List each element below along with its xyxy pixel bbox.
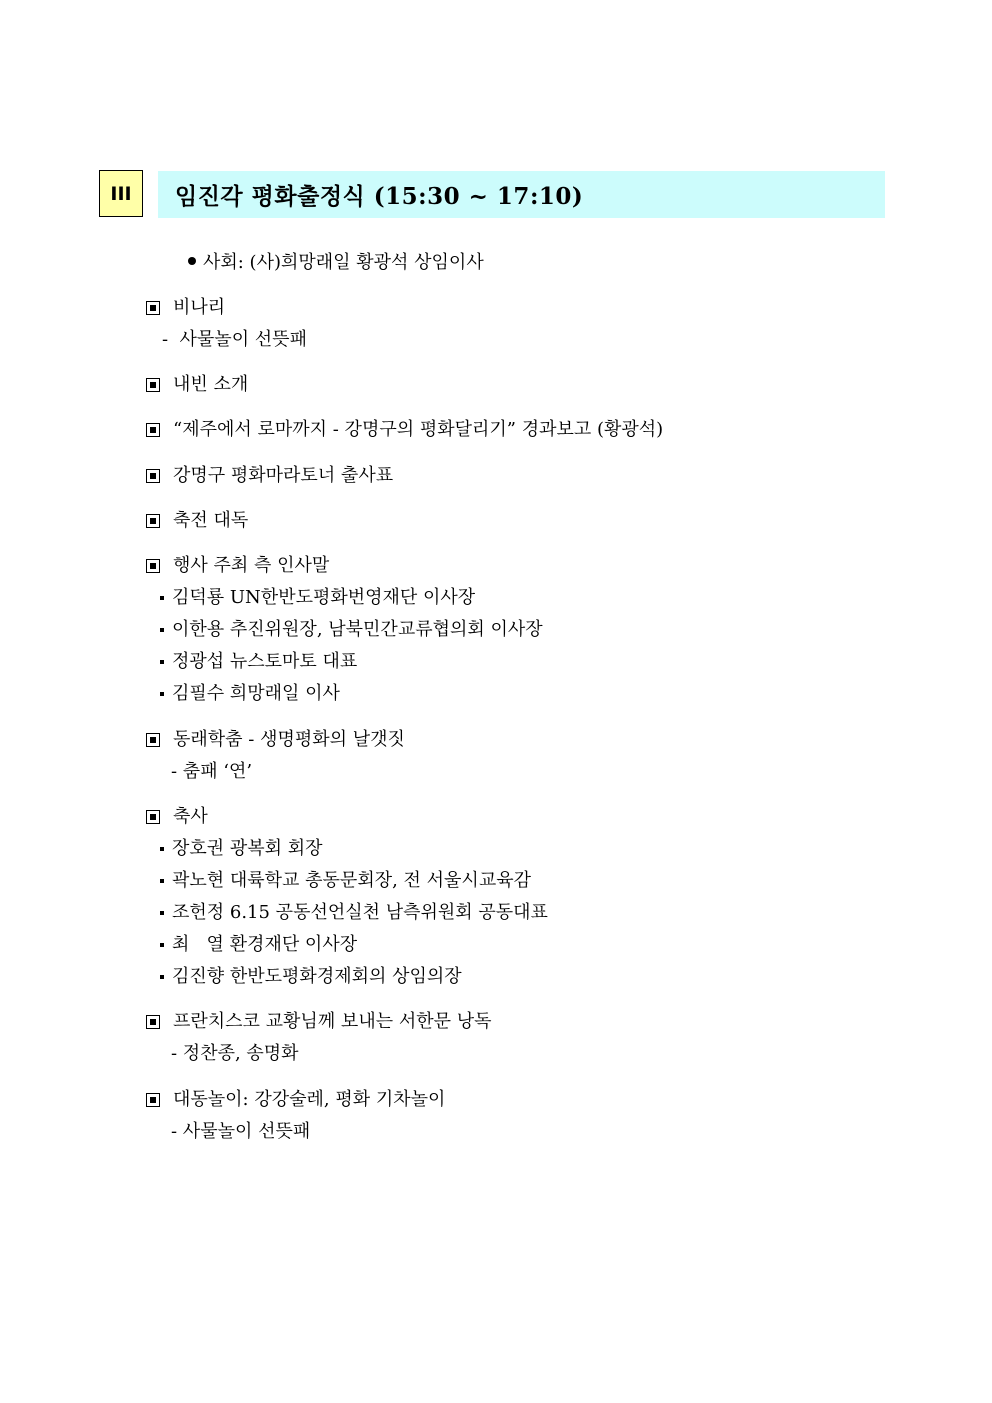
square-bullet-icon (146, 1015, 160, 1029)
program-item-title: “제주에서 로마까지 - 강명구의 평화달리기” 경과보고 (황광석) (173, 419, 664, 440)
small-square-bullet-icon (160, 660, 164, 664)
section-title-bar (158, 171, 885, 218)
bullet-dot-icon (188, 257, 196, 265)
program-item-title: 프란치스코 교황님께 보내는 서한문 낭독 (173, 1011, 492, 1032)
program-item-title: 비나리 (173, 297, 226, 318)
speaker-text: 김필수 희망래일 이사 (172, 683, 340, 704)
program-item (146, 805, 208, 829)
program-item (146, 373, 248, 397)
speaker-item (160, 965, 462, 989)
square-bullet-icon (146, 423, 160, 437)
section-number: III (110, 182, 132, 205)
speaker-item (160, 586, 475, 610)
speaker-item (160, 933, 357, 957)
speaker-item (160, 901, 548, 925)
small-square-bullet-icon (160, 596, 164, 600)
small-square-bullet-icon (160, 847, 164, 851)
section-title: 임진각 평화출정식 (15:30 ~ 17:10) (175, 183, 584, 210)
square-bullet-icon (146, 810, 160, 824)
program-item-title: 축사 (173, 806, 208, 827)
speaker-text: 장호권 광복회 회장 (172, 838, 323, 859)
square-bullet-icon (146, 378, 160, 392)
program-item-title: 축전 대독 (173, 510, 249, 531)
program-item-title: 행사 주최 측 인사말 (173, 555, 330, 576)
square-bullet-icon (146, 1093, 160, 1107)
host-line (188, 248, 484, 274)
speaker-item (160, 618, 543, 642)
speaker-text: 최 열 환경재단 이사장 (172, 934, 358, 955)
program-item-sub: - 정찬종, 송명화 (171, 1043, 299, 1064)
speaker-item (160, 650, 357, 674)
speaker-item (160, 682, 340, 706)
program-item-title: 동래학춤 - 생명평화의 날갯짓 (173, 729, 405, 750)
program-item (146, 1010, 491, 1034)
section-number-box (99, 170, 143, 217)
program-item (146, 509, 248, 533)
small-square-bullet-icon (160, 975, 164, 979)
square-bullet-icon (146, 301, 160, 315)
program-item-title: 강명구 평화마라토너 출사표 (173, 465, 394, 486)
small-square-bullet-icon (160, 911, 164, 915)
program-item-sub: - 사물놀이 선뜻패 (171, 1121, 311, 1142)
program-item-sub: - 사물놀이 선뜻패 (162, 329, 307, 350)
square-bullet-icon (146, 733, 160, 747)
speaker-text: 김진향 한반도평화경제회의 상임의장 (172, 966, 462, 987)
small-square-bullet-icon (160, 943, 164, 947)
program-item-sub: - 춤패 ‘연’ (171, 761, 253, 782)
program-item (146, 554, 329, 578)
program-item (146, 728, 405, 752)
program-item-title: 내빈 소개 (173, 374, 249, 395)
speaker-item (160, 869, 531, 893)
speaker-text: 정광섭 뉴스토마토 대표 (172, 651, 358, 672)
square-bullet-icon (146, 469, 160, 483)
speaker-text: 조헌정 6.15 공동선언실천 남측위원회 공동대표 (172, 902, 548, 923)
speaker-item (160, 837, 323, 861)
host-text: 사회: (사)희망래일 황광석 상임이사 (203, 252, 484, 273)
speaker-text: 곽노현 대륙학교 총동문회장, 전 서울시교육감 (172, 870, 531, 891)
square-bullet-icon (146, 514, 160, 528)
square-bullet-icon (146, 559, 160, 573)
small-square-bullet-icon (160, 692, 164, 696)
small-square-bullet-icon (160, 879, 164, 883)
speaker-text: 이한용 추진위원장, 남북민간교류협의회 이사장 (172, 619, 543, 640)
speaker-text: 김덕룡 UN한반도평화번영재단 이사장 (172, 587, 476, 608)
program-item (146, 296, 225, 320)
small-square-bullet-icon (160, 628, 164, 632)
program-item-title: 대동놀이: 강강술레, 평화 기차놀이 (173, 1089, 446, 1110)
program-item (146, 464, 393, 488)
program-item (146, 418, 663, 442)
program-item (146, 1088, 445, 1112)
